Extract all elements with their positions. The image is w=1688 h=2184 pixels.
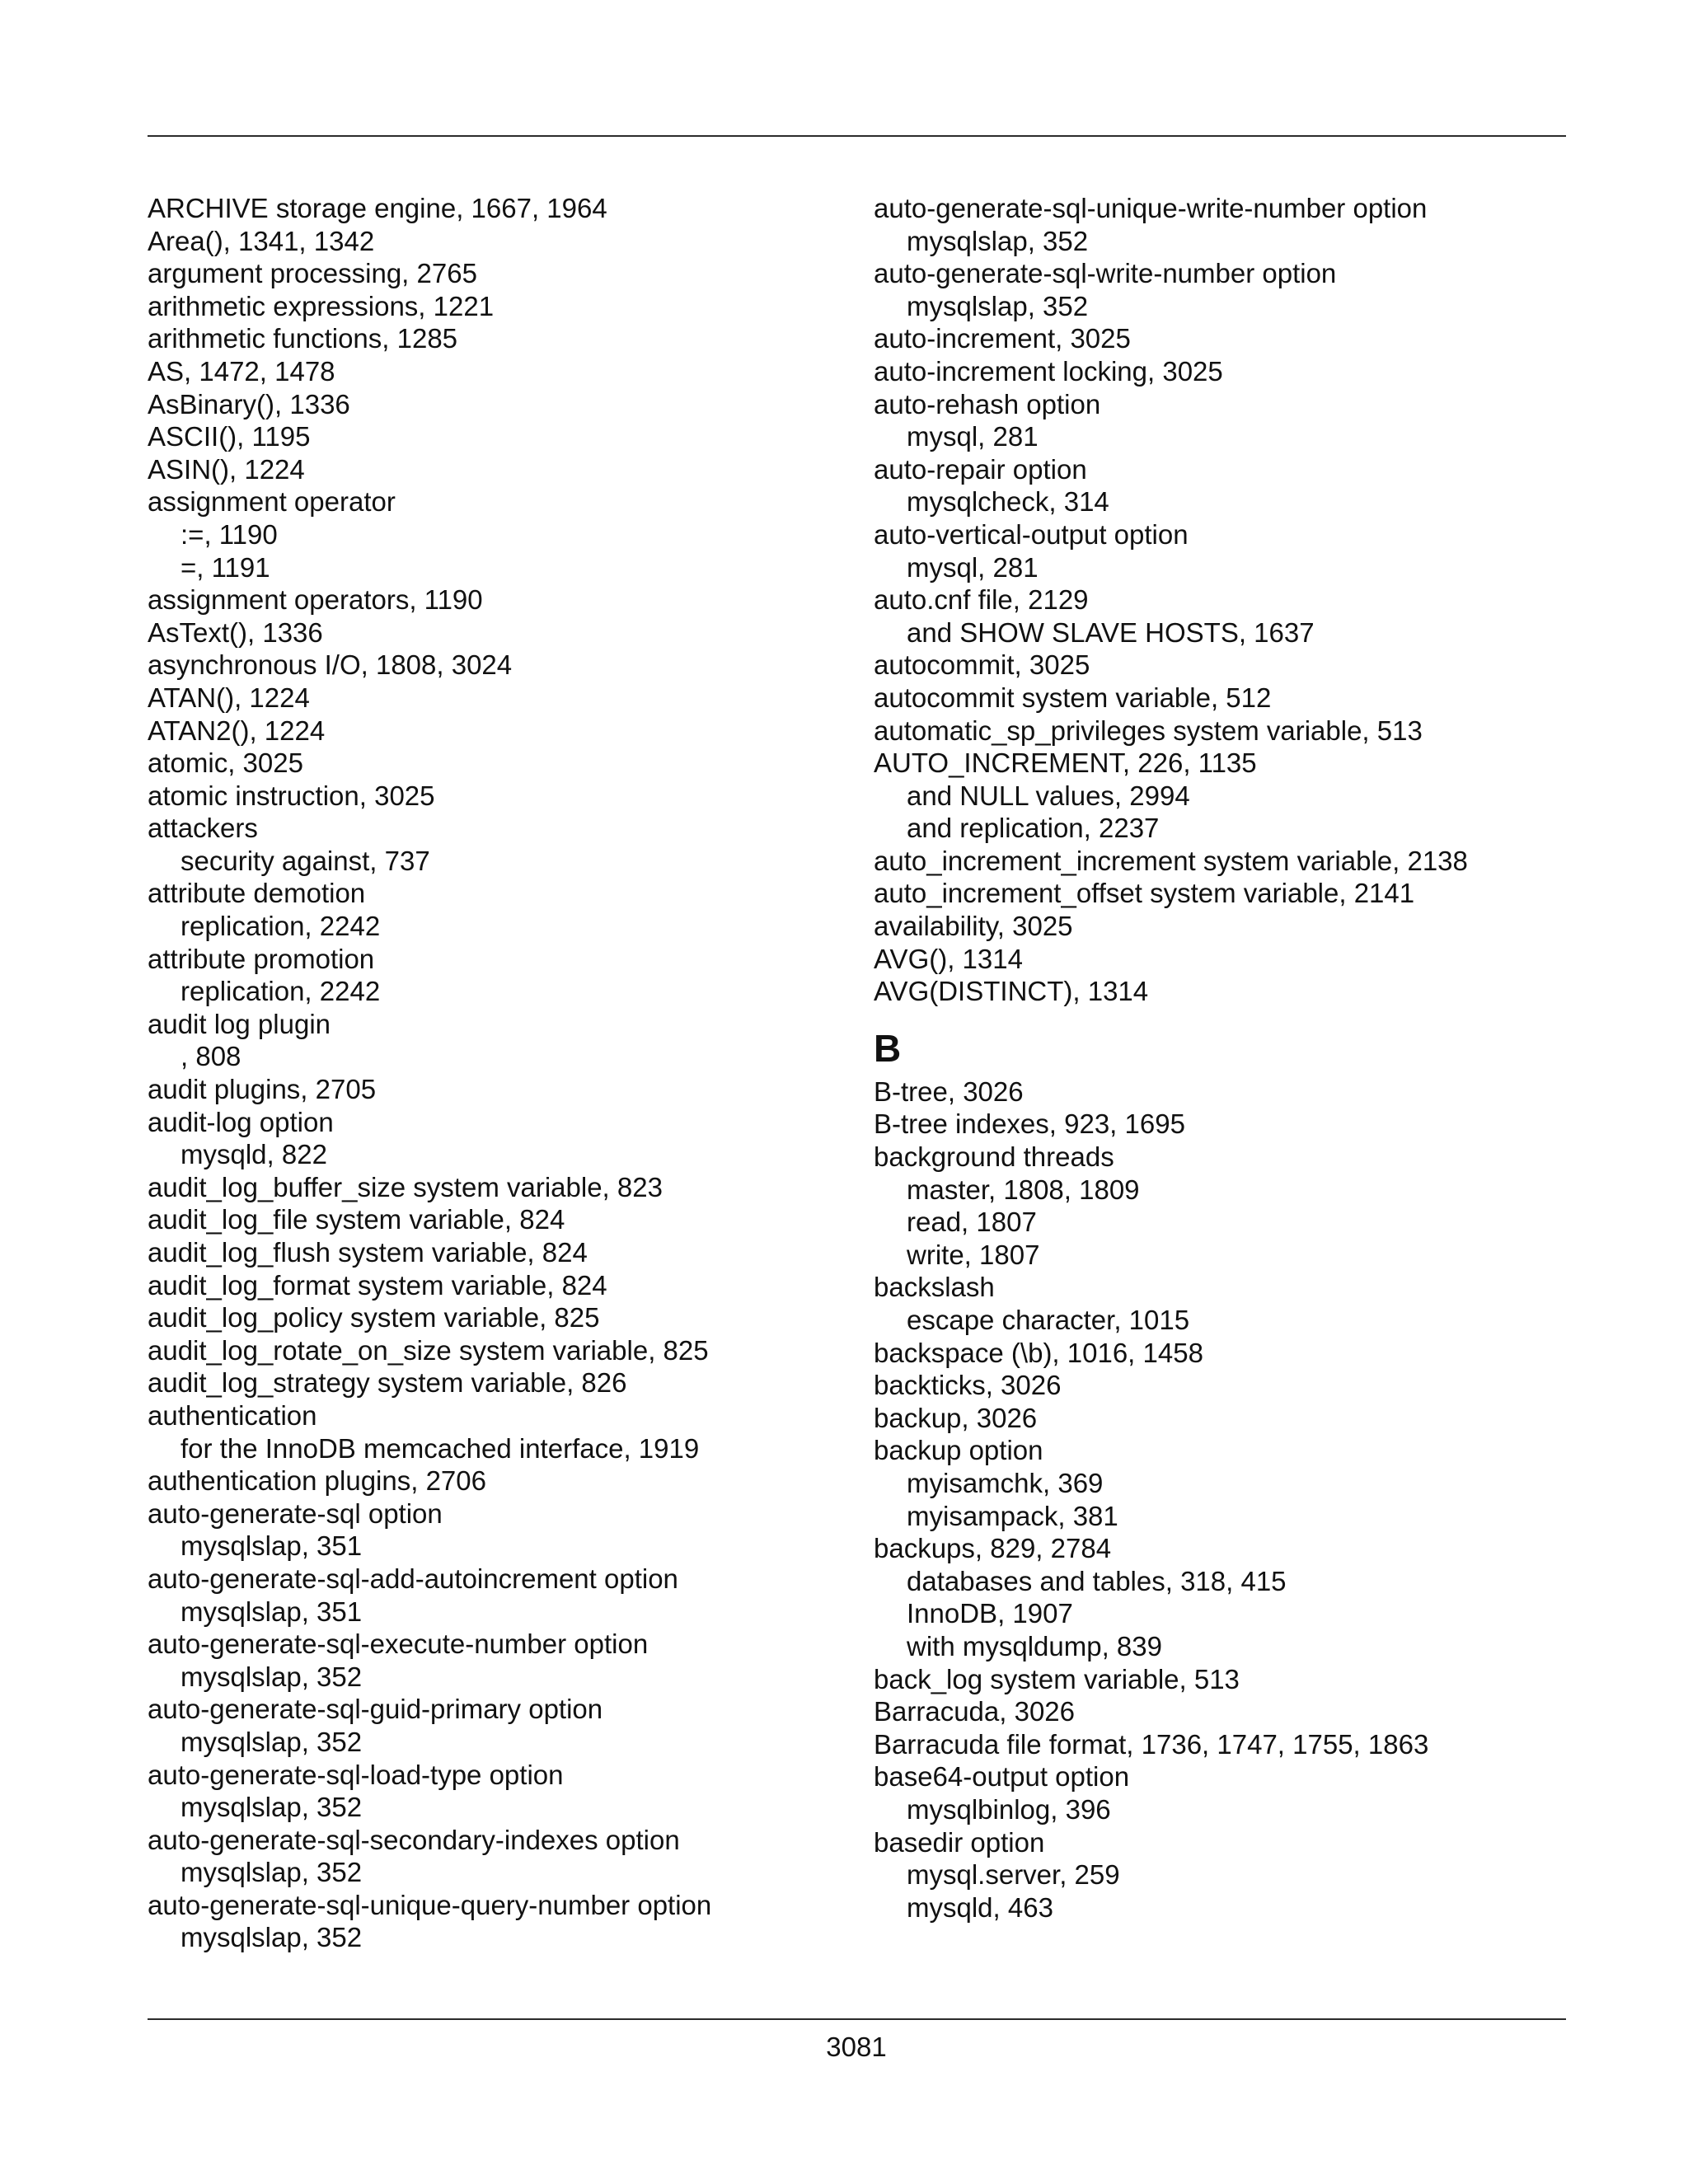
index-subentry: replication, 2242 (181, 911, 381, 942)
index-entry: auto-generate-sql-secondary-indexes option (148, 1824, 680, 1855)
index-entry: auto.cnf file, 2129 (874, 584, 1089, 616)
index-entry: auto_increment_offset system variable, 2141 (874, 878, 1415, 909)
index-subentry: mysqlslap, 352 (181, 1857, 363, 1888)
index-subentry: mysqlslap, 352 (181, 1792, 363, 1823)
header-rule (148, 135, 1566, 137)
index-subentry: myisamchk, 369 (907, 1467, 1104, 1498)
index-entry: ASIN(), 1224 (148, 453, 305, 485)
index-group-a (874, 192, 1566, 1008)
index-subentry: mysqlslap, 351 (181, 1596, 363, 1627)
index-entry: back_log system variable, 513 (874, 1663, 1240, 1694)
index-entry: asynchronous I/O, 1808, 3024 (148, 649, 513, 681)
index-subentry: and replication, 2237 (907, 813, 1160, 844)
index-entry: auto-increment, 3025 (874, 323, 1131, 354)
index-entry: ATAN(), 1224 (148, 682, 310, 713)
index-subentry: myisampack, 381 (907, 1500, 1118, 1531)
index-entry: auto-generate-sql-execute-number option (148, 1629, 649, 1660)
index-entry: ASCII(), 1195 (148, 421, 311, 452)
index-subentry: mysqld, 463 (907, 1891, 1053, 1923)
index-entry: backups, 829, 2784 (874, 1533, 1112, 1564)
index-entry: auto-generate-sql-unique-query-number option (148, 1889, 712, 1920)
index-entry: AVG(), 1314 (874, 943, 1023, 974)
index-subentry: replication, 2242 (181, 976, 381, 1007)
index-entry: Barracuda, 3026 (874, 1696, 1076, 1727)
index-subentry: mysqlslap, 352 (181, 1922, 363, 1953)
index-subentry: and SHOW SLAVE HOSTS, 1637 (907, 616, 1315, 648)
index-entry: arithmetic expressions, 1221 (148, 290, 495, 321)
index-entry: B-tree indexes, 923, 1695 (874, 1108, 1185, 1140)
index-subentry: , 808 (181, 1041, 241, 1072)
footer-rule (148, 2018, 1566, 2020)
index-entry: auto-generate-sql-add-autoincrement option (148, 1563, 678, 1594)
index-entry: Area(), 1341, 1342 (148, 225, 375, 256)
index-subentry: for the InnoDB memcached interface, 1919 (181, 1432, 700, 1464)
index-entry: audit_log_file system variable, 824 (148, 1204, 565, 1235)
index-entry: backup, 3026 (874, 1402, 1038, 1433)
index-entry: Barracuda file format, 1736, 1747, 1755, 1863 (874, 1728, 1429, 1760)
index-entry: attribute demotion (148, 878, 366, 909)
index-entry: arithmetic functions, 1285 (148, 323, 458, 354)
section-letter-heading: B (874, 1026, 902, 1070)
index-entry: AUTO_INCREMENT, 226, 1135 (874, 748, 1257, 779)
index-entry: AS, 1472, 1478 (148, 355, 335, 387)
index-entry: auto-generate-sql-load-type option (148, 1759, 564, 1790)
index-subentry: mysql, 281 (907, 551, 1039, 583)
index-subentry: InnoDB, 1907 (907, 1598, 1073, 1629)
index-subentry: :=, 1190 (181, 518, 278, 550)
index-entry: AsBinary(), 1336 (148, 388, 350, 419)
index-entry: base64-output option (874, 1761, 1130, 1793)
index-entry: backspace (\b), 1016, 1458 (874, 1337, 1203, 1368)
page-number: 3081 (826, 2032, 887, 2062)
index-entry: availability, 3025 (874, 911, 1073, 942)
index-subentry: mysql.server, 259 (907, 1859, 1120, 1891)
index-subentry: mysqlslap, 352 (181, 1661, 363, 1692)
index-entry: autocommit, 3025 (874, 649, 1090, 681)
index-entry: audit-log option (148, 1106, 334, 1137)
index-entry: argument processing, 2765 (148, 258, 477, 289)
index-entry: audit_log_rotate_on_size system variable, 825 (148, 1334, 709, 1366)
index-subentry: mysqlslap, 352 (907, 290, 1089, 321)
index-entry: backslash (874, 1272, 995, 1303)
index-entry: B-tree, 3026 (874, 1076, 1024, 1107)
index-entry: automatic_sp_privileges system variable, 513 (874, 715, 1423, 746)
index-entry: attackers (148, 813, 258, 844)
index-subentry: mysqlslap, 352 (907, 225, 1089, 256)
index-entry: auto-generate-sql-unique-write-number option (874, 193, 1428, 223)
index-subentry: mysqlcheck, 314 (907, 486, 1109, 518)
index-entry: atomic instruction, 3025 (148, 780, 435, 811)
index-group-b (874, 1076, 1566, 1924)
index-subentry: mysql, 281 (907, 421, 1039, 452)
index-subentry: and NULL values, 2994 (907, 780, 1190, 811)
index-entry: authentication (148, 1399, 317, 1431)
index-subentry: with mysqldump, 839 (907, 1630, 1162, 1661)
index-entry: auto-generate-sql option (148, 1497, 443, 1529)
index-entry: auto-vertical-output option (874, 518, 1189, 550)
index-subentry: write, 1807 (907, 1239, 1040, 1270)
index-entry: AsText(), 1336 (148, 616, 323, 648)
index-entry: authentication plugins, 2706 (148, 1465, 486, 1497)
index-entry: ATAN2(), 1224 (148, 715, 326, 746)
index-subentry: escape character, 1015 (907, 1305, 1190, 1335)
index-entry: background threads (874, 1141, 1114, 1173)
index-entry: attribute promotion (148, 943, 375, 974)
index-subentry: mysqlslap, 351 (181, 1530, 363, 1562)
index-subentry: read, 1807 (907, 1207, 1037, 1238)
index-entry: assignment operator (148, 486, 396, 518)
index-entry: audit_log_format system variable, 824 (148, 1269, 607, 1301)
index-entry: atomic, 3025 (148, 748, 303, 779)
index-entry: audit log plugin (148, 1008, 331, 1039)
index-subentry: =, 1191 (181, 551, 270, 583)
index-subentry: security against, 737 (181, 845, 430, 876)
index-entry: auto-rehash option (874, 388, 1101, 419)
index-subentry: mysqlbinlog, 396 (907, 1793, 1111, 1825)
index-subentry: mysqld, 822 (181, 1139, 327, 1170)
index-column-right (874, 192, 1566, 1924)
index-entry: backup option (874, 1435, 1043, 1466)
index-entry: auto-increment locking, 3025 (874, 355, 1223, 387)
index-entry: basedir option (874, 1826, 1045, 1858)
index-entry: auto-generate-sql-guid-primary option (148, 1694, 603, 1725)
index-entry: ARCHIVE storage engine, 1667, 1964 (148, 193, 607, 223)
index-entry: audit_log_policy system variable, 825 (148, 1302, 600, 1333)
index-subentry: mysqlslap, 352 (181, 1726, 363, 1757)
index-entry: auto-generate-sql-write-number option (874, 258, 1337, 289)
index-entry: assignment operators, 1190 (148, 584, 483, 616)
index-column-left (148, 192, 840, 1954)
index-entry: backticks, 3026 (874, 1370, 1062, 1401)
index-entry: audit_log_buffer_size system variable, 823 (148, 1171, 663, 1202)
index-subentry: databases and tables, 318, 415 (907, 1565, 1287, 1596)
index-entry: auto_increment_increment system variable, 2138 (874, 845, 1468, 876)
index-entry: AVG(DISTINCT), 1314 (874, 976, 1149, 1007)
index-entry: auto-repair option (874, 453, 1087, 485)
index-subentry: master, 1808, 1809 (907, 1174, 1140, 1205)
index-entry: audit plugins, 2705 (148, 1074, 377, 1105)
index-entry: audit_log_strategy system variable, 826 (148, 1367, 627, 1399)
index-entry: audit_log_flush system variable, 824 (148, 1237, 588, 1268)
index-entry: autocommit system variable, 512 (874, 682, 1272, 713)
